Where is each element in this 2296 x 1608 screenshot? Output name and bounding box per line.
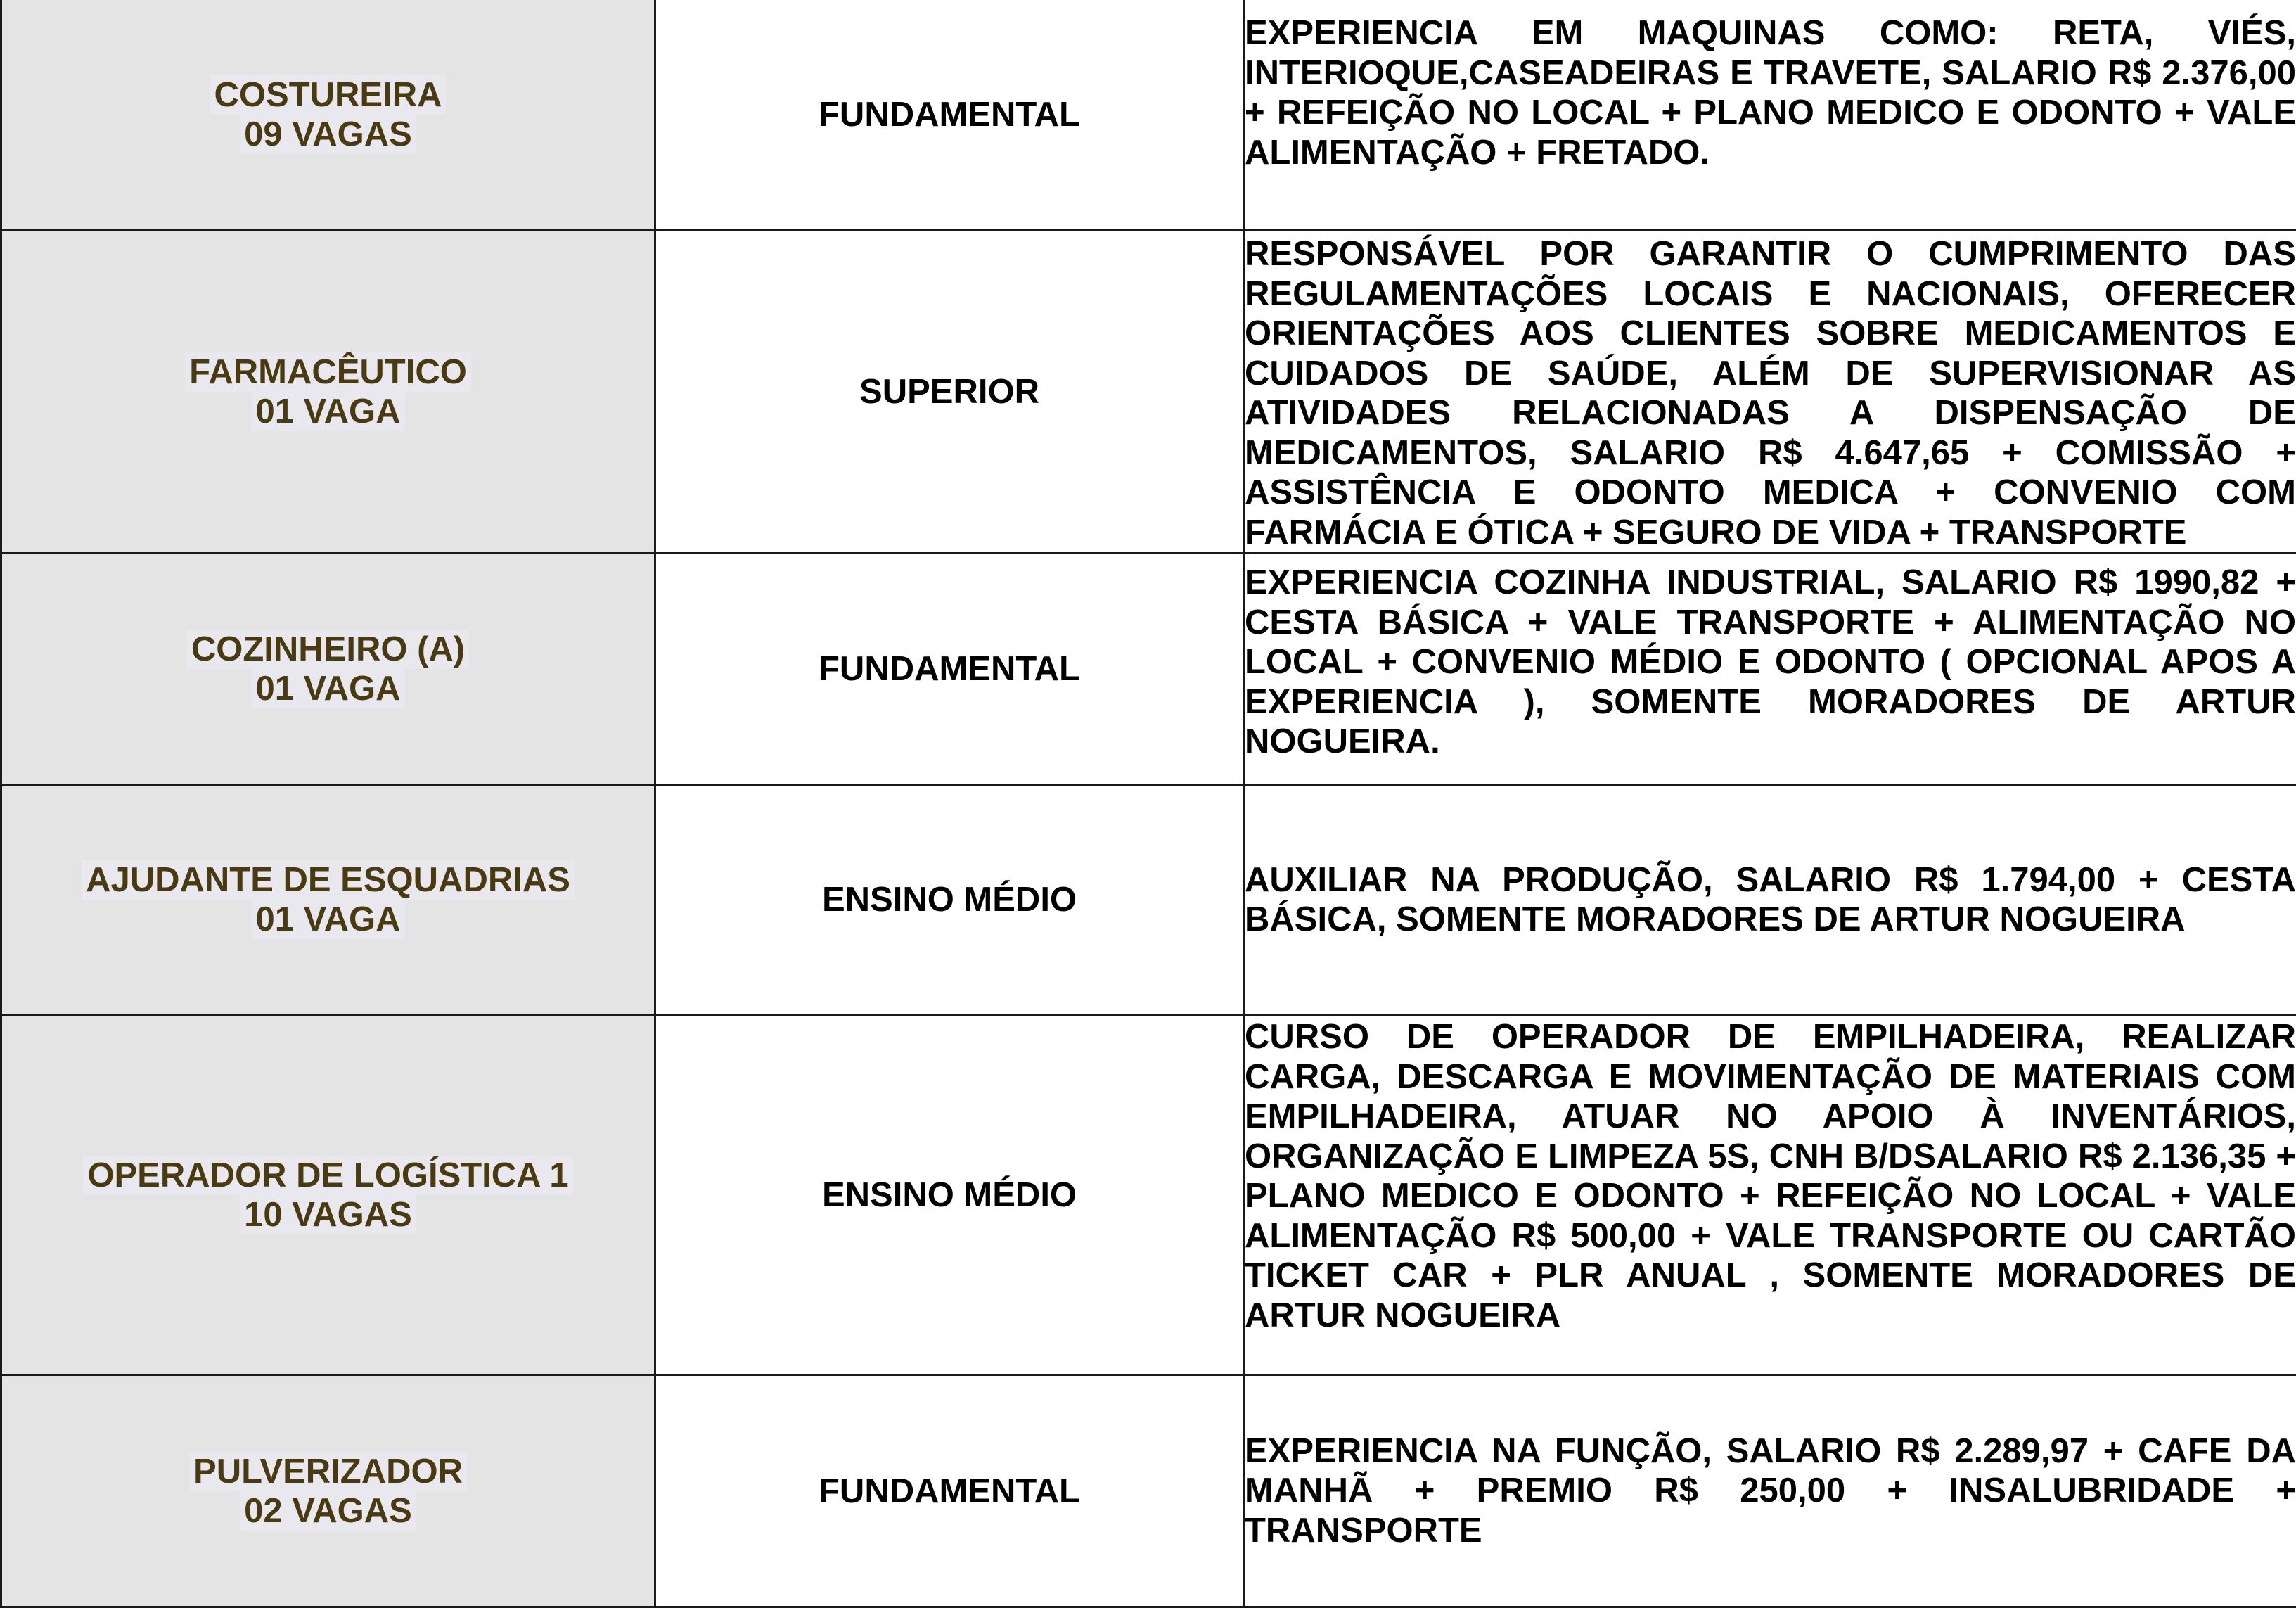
job-role-title: COZINHEIRO (A)	[187, 630, 469, 669]
job-role-title: OPERADOR DE LOGÍSTICA 1	[83, 1156, 572, 1195]
job-row	[1, 0, 2296, 231]
job-education-cell: ENSINO MÉDIO	[655, 785, 1244, 1015]
job-education-cell: ENSINO MÉDIO	[655, 1015, 1244, 1375]
job-description: RESPONSÁVEL POR GARANTIR O CUMPRIMENTO DAS REGULAMENTAÇÕES LOCAIS E NACIONAIS, OFERECER ORIENTAÇÕES AOS CLIENTES SOBRE MEDICAMENTOS E CUIDADOS DE SAÚDE, ALÉM DE SUPERVISIONAR AS ATIVIDADES RELACIONADAS A DISPENSAÇÃO DE MEDICAMENTOS, SALARIO R$ 4.647,65 + COMISSÃO + ASSISTÊNCIA E ODONTO MEDICA + CONVENIO COM FARMÁCIA E ÓTICA + SEGURO DE VIDA + TRANSPORTE	[1245, 234, 2296, 552]
job-education-cell: FUNDAMENTAL	[655, 0, 1244, 231]
job-role-title: FARMACÊUTICO	[185, 352, 471, 392]
job-description-cell	[1244, 785, 2296, 1015]
job-row	[1, 1015, 2296, 1375]
job-description-cell	[1244, 1015, 2296, 1375]
job-description-cell	[1244, 0, 2296, 231]
job-role-cell	[1, 1015, 655, 1375]
job-role-cell	[1, 231, 655, 554]
job-vacancy-count: 01 VAGA	[251, 900, 404, 939]
job-description-cell	[1244, 554, 2296, 785]
job-education-cell: SUPERIOR	[655, 231, 1244, 554]
job-role-title: COSTUREIRA	[210, 75, 447, 115]
job-role-cell	[1, 554, 655, 785]
job-vacancy-count: 09 VAGAS	[240, 115, 416, 154]
job-education-cell: FUNDAMENTAL	[655, 554, 1244, 785]
job-role-cell	[1, 1375, 655, 1607]
job-row	[1, 785, 2296, 1015]
job-description: EXPERIENCIA NA FUNÇÃO, SALARIO R$ 2.289,97 + CAFE DA MANHÃ + PREMIO R$ 250,00 + INSALUBRIDADE + TRANSPORTE	[1245, 1431, 2296, 1551]
job-vacancy-count: 01 VAGA	[251, 669, 404, 708]
job-description: AUXILIAR NA PRODUÇÃO, SALARIO R$ 1.794,00 + CESTA BÁSICA, SOMENTE MORADORES DE ARTUR NOGUEIRA	[1245, 860, 2296, 940]
job-role-cell	[1, 785, 655, 1015]
job-description-cell	[1244, 231, 2296, 554]
job-description-cell	[1244, 1375, 2296, 1607]
job-row	[1, 554, 2296, 785]
job-vacancy-count: 01 VAGA	[251, 392, 404, 431]
job-vacancy-count: 02 VAGAS	[240, 1491, 416, 1531]
job-role-title: AJUDANTE DE ESQUADRIAS	[82, 860, 575, 900]
job-row	[1, 1375, 2296, 1607]
job-role-title: PULVERIZADOR	[189, 1452, 467, 1491]
job-description: EXPERIENCIA EM MAQUINAS COMO: RETA, VIÉS, INTERIOQUE,CASEADEIRAS E TRAVETE, SALARIO R$ 2.376,00 + REFEIÇÃO NO LOCAL + PLANO MEDICO E ODONTO + VALE ALIMENTAÇÃO + FRETADO.	[1245, 13, 2296, 172]
job-education-cell: FUNDAMENTAL	[655, 1375, 1244, 1607]
job-description: EXPERIENCIA COZINHA INDUSTRIAL, SALARIO R$ 1990,82 + CESTA BÁSICA + VALE TRANSPORTE + ALIMENTAÇÃO NO LOCAL + CONVENIO MÉDIO E ODONTO ( OPCIONAL APOS A EXPERIENCIA ), SOMENTE MORADORES DE ARTUR NOGUEIRA.	[1245, 563, 2296, 762]
job-description: CURSO DE OPERADOR DE EMPILHADEIRA, REALIZAR CARGA, DESCARGA E MOVIMENTAÇÃO DE MATERIAIS COM EMPILHADEIRA, ATUAR NO APOIO À INVENTÁRIOS, ORGANIZAÇÃO E LIMPEZA 5S, CNH B/DSALARIO R$ 2.136,35 + PLANO MEDICO E ODONTO + REFEIÇÃO NO LOCAL + VALE ALIMENTAÇÃO R$ 500,00 + VALE TRANSPORTE OU CARTÃO TICKET CAR + PLR ANUAL , SOMENTE MORADORES DE ARTUR NOGUEIRA	[1245, 1017, 2296, 1335]
job-role-cell	[1, 0, 655, 231]
job-vacancy-count: 10 VAGAS	[240, 1195, 416, 1234]
job-row	[1, 231, 2296, 554]
